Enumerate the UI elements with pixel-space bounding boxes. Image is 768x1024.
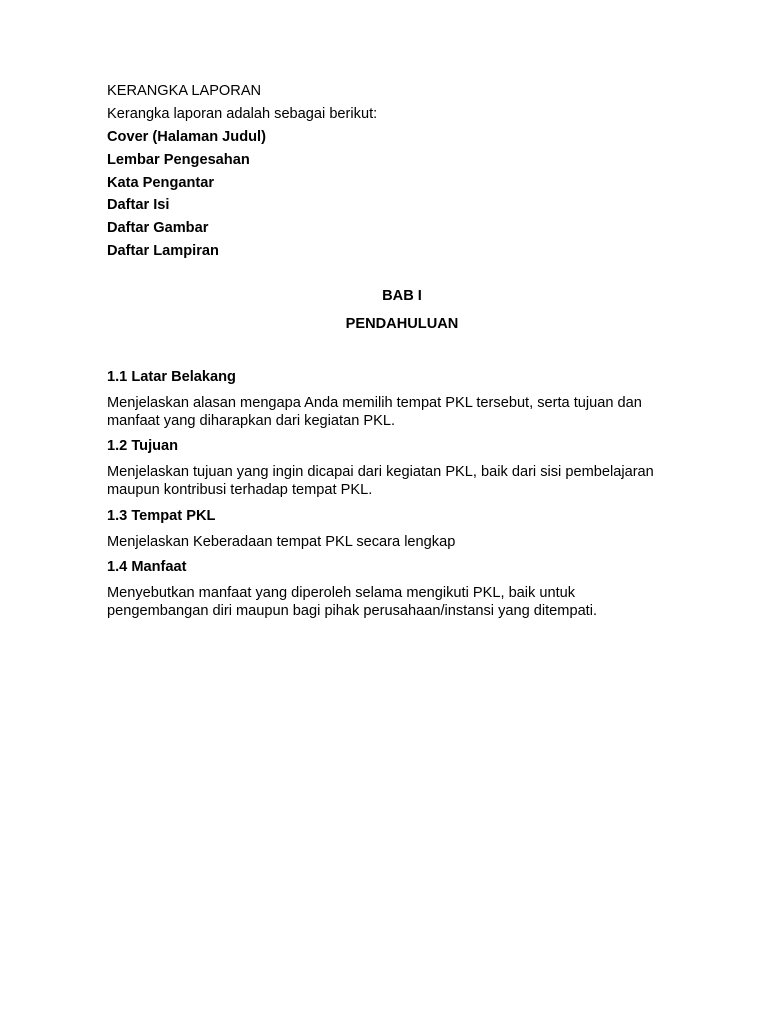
section-title: 1.3 Tempat PKL bbox=[107, 508, 216, 524]
section-body-line: Menyebutkan manfaat yang diperoleh selama mengikuti PKL, baik untuk bbox=[107, 585, 576, 601]
outline-item: Daftar Isi bbox=[107, 197, 170, 213]
section-body-line: pengembangan diri maupun bagi pihak perusahaan/instansi yang ditempati. bbox=[107, 603, 598, 619]
outline-item: Daftar Lampiran bbox=[107, 243, 219, 259]
section-title: 1.4 Manfaat bbox=[107, 559, 187, 575]
section-body-line: Menjelaskan alasan mengapa Anda memilih tempat PKL tersebut, serta tujuan dan bbox=[107, 395, 642, 411]
report-outline-heading: KERANGKA LAPORAN bbox=[107, 83, 262, 99]
section-body-line: manfaat yang diharapkan dari kegiatan PKL. bbox=[107, 413, 396, 429]
section-title: 1.2 Tujuan bbox=[107, 438, 179, 454]
outline-item: Cover (Halaman Judul) bbox=[107, 129, 266, 145]
chapter-number: BAB I bbox=[382, 288, 422, 304]
section-title: 1.1 Latar Belakang bbox=[107, 369, 236, 385]
section-body-line: Menjelaskan tujuan yang ingin dicapai dari kegiatan PKL, baik dari sisi pembelajaran bbox=[107, 464, 654, 480]
chapter-title: PENDAHULUAN bbox=[345, 316, 459, 332]
outline-item: Kata Pengantar bbox=[107, 175, 215, 191]
report-outline-intro: Kerangka laporan adalah sebagai berikut: bbox=[107, 106, 378, 122]
section-body-line: maupun kontribusi terhadap tempat PKL. bbox=[107, 482, 373, 498]
outline-item: Lembar Pengesahan bbox=[107, 152, 250, 168]
outline-item: Daftar Gambar bbox=[107, 220, 209, 236]
section-body-line: Menjelaskan Keberadaan tempat PKL secara lengkap bbox=[107, 534, 456, 550]
